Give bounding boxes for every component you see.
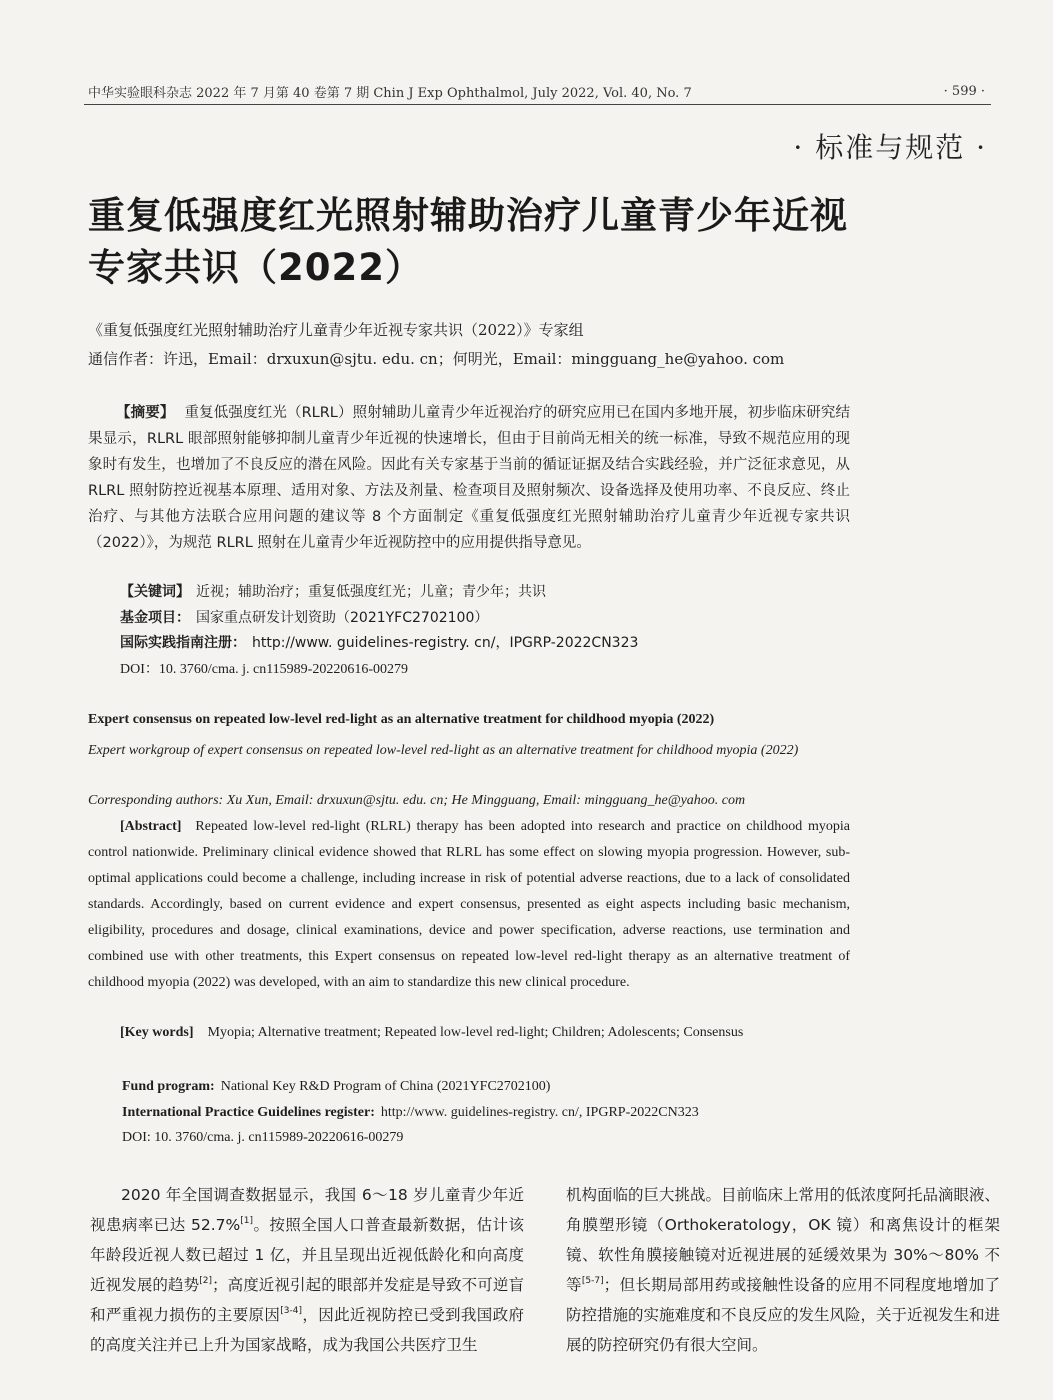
keywords-en-text: Myopia; Alternative treatment; Repeated low-level red-light; Children; Adolescents; Consensus (207, 1025, 744, 1040)
body-text: ；但长期局部用药或接触性设备的应用不同程度地增加了防控措施的实施难度和不良反应的发生风险，关于近视发生和进展的防控研究仍有很大空间。 (566, 1276, 1001, 1354)
registry-en-label: International Practice Guidelines register: (122, 1104, 375, 1120)
abstract-cn-text: 重复低强度红光（RLRL）照射辅助儿童青少年近视治疗的研究应用已在国内多地开展，初步临床研究结果显示，RLRL 眼部照射能够抑制儿童青少年近视的快速增长，但由于目前尚无相关的统一标准，导致不规范应用的现象时有发生，也增加了不良反应的潜在风险。因此有关专家基于当前的循证证据及结合实践经验，并广泛征求意见，从 RLRL 照射防控近视基本原理、适用对象、方法及剂量、检查项目及照射频次、设备选择及使用功率、不良反应、终止治疗、与其他方法联合应用问题的建议等 8 个方面制定《重复低强度红光照射辅助治疗儿童青少年近视专家共识（2022）》，为规范 RLRL 照射在儿童青少年近视防控中的应用提供指导意见。 (88, 405, 850, 551)
body-text: 。按照全国人口普查最新数据，估计该年龄段近视人数已超过 1 亿，并且呈现出近视低龄化和向高度近视发展的趋势 (90, 1216, 524, 1294)
corresponding-author-cn: 通信作者：许迅，Email：drxuxun@sjtu. edu. cn；何明光，Email：mingguang_he@yahoo. com (88, 350, 785, 368)
citation[interactable]: [1] (240, 1216, 253, 1226)
fund-en (122, 1074, 699, 1100)
abstract-en-text: Repeated low-level red-light (RLRL) therapy has been adopted into research and practice on childhood myopia control nationwide. Preliminary clinical evidence showed that RLRL has some effect on slowing myopia progression. However, sub-optimal applications could become a challenge, including increase in risk of potential adverse reactions, due to a lack of consolidated standards. Accordingly, based on current evidence and expert consensus, presented as eight aspects including basic mechanism, eligibility, procedures and dosage, clinical examinations, device and power specification, adverse reactions, use termination and combined use with other treatments, this Expert consensus on repeated low-level red-light therapy as an alternative treatment of childhood myopia (2022) was developed, with an aim to standardize this new clinical procedure. (88, 819, 850, 990)
author-group-cn: 《重复低强度红光照射辅助治疗儿童青少年近视专家共识（2022）》专家组 (88, 321, 584, 339)
abstract-cn-label: 【摘要】 (116, 405, 175, 421)
citation[interactable]: [3-4] (280, 1306, 302, 1316)
meta-cn (120, 580, 638, 682)
author-group-en: Expert workgroup of expert consensus on repeated low-level red-light as an alternative treatment for childhood myopia (2022) (88, 743, 799, 758)
page-number: · 599 · (943, 84, 985, 99)
fund-en-text: National Key R&D Program of China (2021YFC2702100) (220, 1079, 551, 1094)
abstract-en (88, 814, 850, 996)
keywords-en (88, 1020, 850, 1046)
meta-en (122, 1074, 699, 1151)
header-rule (84, 104, 991, 105)
registry-cn-label: 国际实践指南注册： (120, 635, 246, 651)
citation[interactable]: [2] (199, 1276, 212, 1286)
doi-en: DOI: 10. 3760/cma. j. cn115989-20220616-00279 (122, 1130, 404, 1145)
citation[interactable]: [5-7] (581, 1276, 604, 1286)
title-line-2: 专家共识（2022） (88, 246, 423, 289)
body-column-left (90, 1180, 524, 1360)
body-text: 2020 年全国调查数据显示，我国 6～18 岁儿童青少年近视患病率已达 52.7% (90, 1186, 524, 1234)
fund-en-label: Fund program: (122, 1079, 215, 1094)
keywords-cn (120, 580, 638, 606)
running-head: 中华实验眼科杂志 2022 年 7 月第 40 卷第 7 期 Chin J Exp Ophthalmol, July 2022, Vol. 40, No. 7 (88, 86, 692, 101)
registry-en-text: http://www. guidelines-registry. cn/, IPGRP-2022CN323 (380, 1104, 699, 1120)
keywords-cn-label: 【关键词】 (120, 584, 190, 600)
body-text: ；高度近视引起的眼部并发症是导致不可逆盲和严重视力损伤的主要原因 (90, 1276, 524, 1324)
abstract-cn (88, 400, 850, 556)
authors-cn (88, 316, 784, 374)
registry-cn-text: http://www. guidelines-registry. cn/，IPGRP-2022CN323 (252, 635, 639, 651)
corresponding-author-en: Corresponding authors: Xu Xun, Email: drxuxun@sjtu. edu. cn; He Mingguang, Email: mingguang_he@yahoo. com (88, 793, 746, 808)
title-line-1: 重复低强度红光照射辅助治疗儿童青少年近视 (88, 194, 848, 237)
body-text: ，因此近视防控已受到我国政府的高度关注并已上升为国家战略，成为我国公共医疗卫生 (90, 1306, 524, 1354)
article-title-cn (88, 190, 848, 294)
fund-cn-label: 基金项目： (120, 609, 190, 626)
registry-cn (120, 631, 638, 657)
body-column-right (566, 1180, 1000, 1360)
fund-cn-text: 国家重点研发计划资助（2021YFC2702100） (196, 609, 489, 626)
keywords-cn-text: 近视；辅助治疗；重复低强度红光；儿童；青少年；共识 (196, 584, 546, 600)
doi-cn: DOI：10. 3760/cma. j. cn115989-20220616-00279 (120, 661, 408, 677)
fund-cn (120, 606, 638, 632)
registry-en (122, 1100, 699, 1126)
article-title-en: Expert consensus on repeated low-level red-light as an alternative treatment for childhood myopia (2022) (88, 712, 715, 727)
keywords-en-label: [Key words] (120, 1025, 194, 1040)
body-text: 机构面临的巨大挑战。目前临床上常用的低浓度阿托品滴眼液、角膜塑形镜（Orthokeratology，OK 镜）和离焦设计的框架镜、软性角膜接触镜对近视进展的延缓效果为 30%～80% 不等 (566, 1186, 1001, 1294)
abstract-en-label: [Abstract] (120, 819, 182, 834)
section-label: · 标准与规范 · (793, 131, 987, 164)
